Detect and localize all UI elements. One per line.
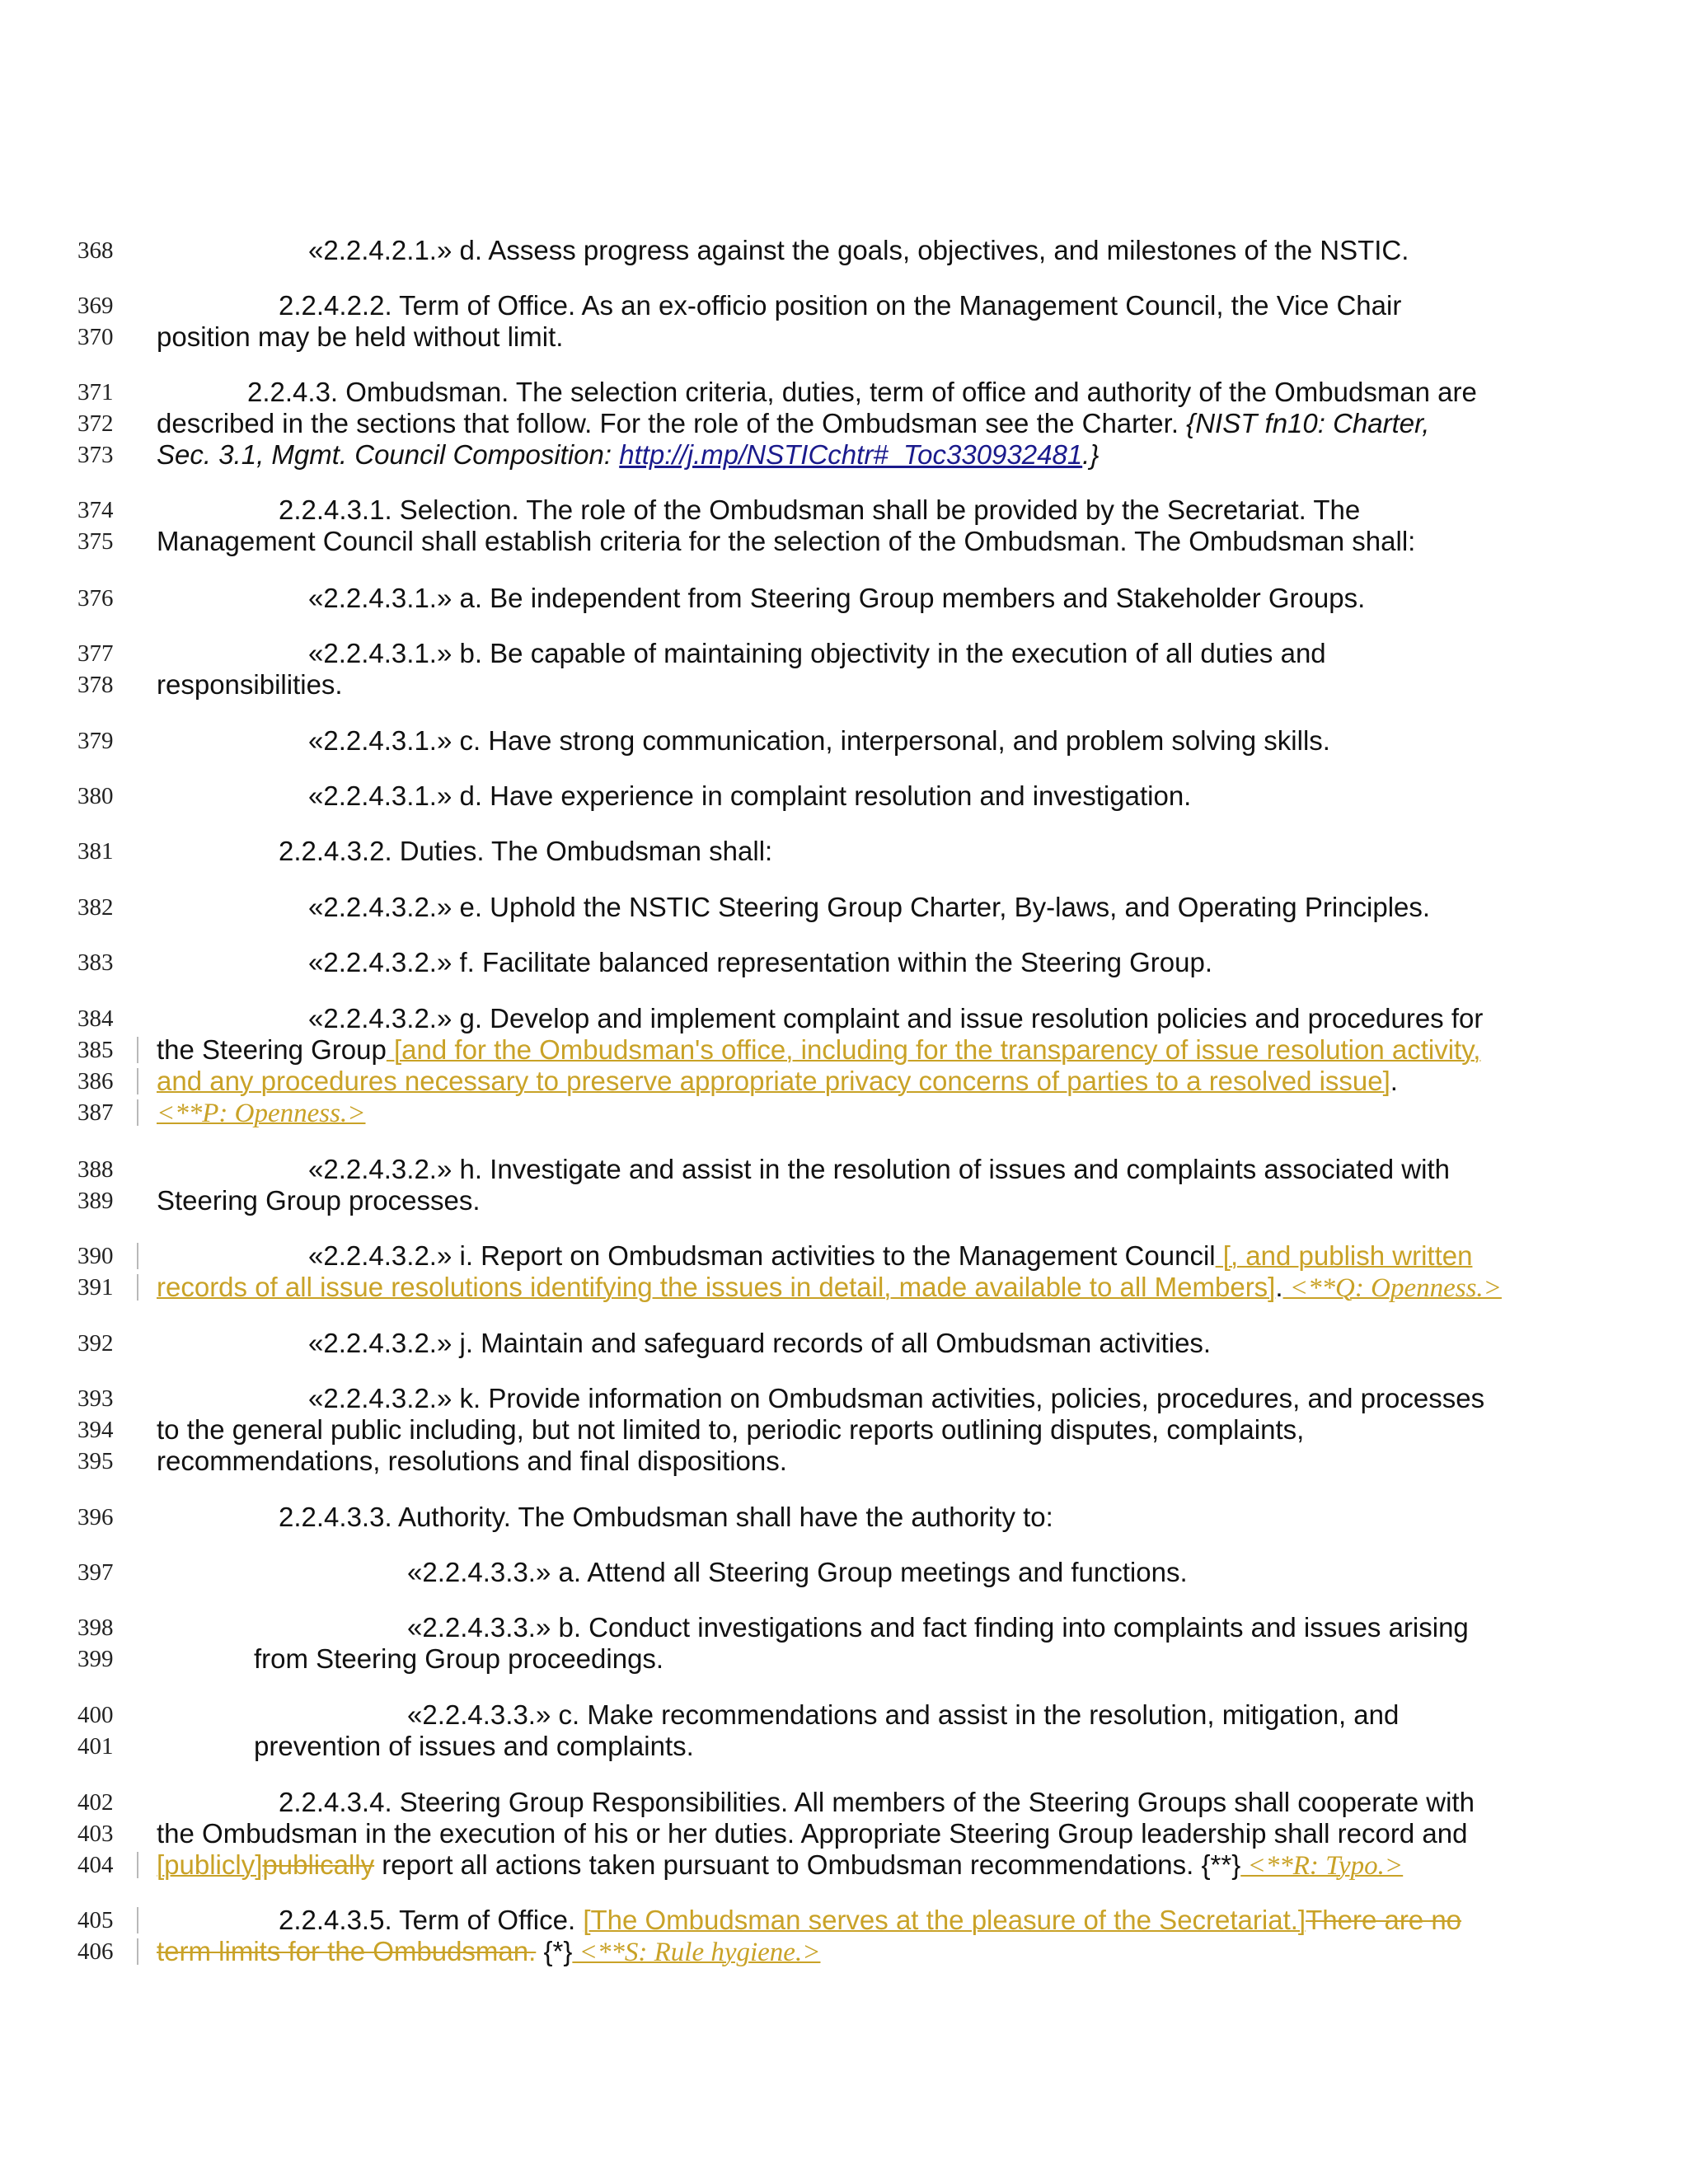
body-text xyxy=(157,1849,1403,1882)
section-heading-text: 2.2.4.3.1. Selection. The role of the Ombudsman shall be provided by the Secretariat. The xyxy=(279,494,1361,525)
line-379 xyxy=(0,724,1688,757)
revision-comment[interactable]: <**Q: Openness.> xyxy=(1282,1273,1502,1303)
line-number: 391 xyxy=(77,1274,114,1301)
line-number: 388 xyxy=(77,1156,114,1183)
line-377 xyxy=(0,637,1688,670)
body-text: to the general public including, but not limited to, periodic reports outlining disputes, complaints, xyxy=(157,1414,1305,1445)
line-406 xyxy=(0,1935,1688,1968)
line-393 xyxy=(0,1382,1688,1415)
section-heading-text: 2.2.4.3. Ombudsman. The selection criteria, duties, term of office and authority of the Ombudsman are xyxy=(247,377,1477,407)
list-item-text: «2.2.4.3.1.» d. Have experience in complaint resolution and investigation. xyxy=(308,780,1192,811)
line-number: 376 xyxy=(77,585,114,612)
body-text: the Ombudsman in the execution of his or her duties. Appropriate Steering Group leadership shall record and xyxy=(157,1818,1468,1849)
line-385 xyxy=(0,1033,1688,1066)
line-number: 379 xyxy=(77,728,114,754)
line-388 xyxy=(0,1153,1688,1186)
line-395 xyxy=(0,1445,1688,1478)
line-373 xyxy=(0,438,1688,471)
tracked-insertion[interactable]: [The Ombudsman serves at the pleasure of the Secretariat.] xyxy=(583,1905,1306,1935)
list-item-text: «2.2.4.3.2.» f. Facilitate balanced representation within the Steering Group. xyxy=(308,947,1213,977)
line-375 xyxy=(0,525,1688,558)
tracked-insertion[interactable]: [, and publish written xyxy=(1215,1240,1473,1271)
line-392 xyxy=(0,1327,1688,1360)
change-bar xyxy=(137,1852,138,1878)
line-number: 369 xyxy=(77,293,114,319)
line-number: 394 xyxy=(77,1417,114,1443)
line-383 xyxy=(0,946,1688,979)
tracked-insertion[interactable]: and any procedures necessary to preserve appropriate privacy concerns of parties to a resolved issue] xyxy=(157,1066,1390,1096)
line-number: 377 xyxy=(77,640,114,667)
footnote-reference-end: .} xyxy=(1082,439,1100,470)
line-number: 372 xyxy=(77,410,114,437)
line-389 xyxy=(0,1184,1688,1217)
line-403 xyxy=(0,1817,1688,1850)
footnote-reference: Sec. 3.1, Mgmt. Council Composition: xyxy=(157,439,620,470)
line-number: 396 xyxy=(77,1504,114,1530)
section-heading-text: 2.2.4.3.4. Steering Group Responsibilities. All members of the Steering Groups shall cooperate with xyxy=(279,1787,1475,1817)
line-371 xyxy=(0,376,1688,409)
line-376 xyxy=(0,582,1688,615)
tracked-deletion[interactable]: publically xyxy=(262,1849,375,1880)
line-number: 374 xyxy=(77,497,114,523)
line-372 xyxy=(0,407,1688,440)
change-bar xyxy=(137,1068,138,1094)
line-number: 406 xyxy=(77,1938,114,1965)
line-number: 405 xyxy=(77,1907,114,1933)
body-text xyxy=(157,1033,1480,1066)
list-item-text: «2.2.4.3.3.» a. Attend all Steering Group meetings and functions. xyxy=(407,1557,1188,1587)
line-number: 370 xyxy=(77,324,114,350)
line-number: 392 xyxy=(77,1330,114,1357)
list-item-text: «2.2.4.3.2.» j. Maintain and safeguard records of all Ombudsman activities. xyxy=(308,1328,1212,1358)
line-387 xyxy=(0,1096,1688,1129)
line-number: 397 xyxy=(77,1559,114,1586)
section-heading-text: 2.2.4.2.2. Term of Office. As an ex-officio position on the Management Council, the Vice Chair xyxy=(279,290,1402,321)
line-number: 381 xyxy=(77,838,114,865)
body-text-run: described in the sections that follow. For the role of the Ombudsman see the Charter. xyxy=(157,408,1187,438)
body-text: recommendations, resolutions and final dispositions. xyxy=(157,1446,787,1476)
body-text: from Steering Group proceedings. xyxy=(254,1643,664,1674)
list-item-text: «2.2.4.2.1.» d. Assess progress against the goals, objectives, and milestones of the NSTIC. xyxy=(308,235,1409,265)
line-402 xyxy=(0,1786,1688,1819)
list-item-text: «2.2.4.3.2.» k. Provide information on Ombudsman activities, policies, procedures, and processes xyxy=(308,1383,1485,1413)
line-number: 378 xyxy=(77,672,114,698)
line-390 xyxy=(0,1240,1688,1272)
revision-comment[interactable]: <**S: Rule hygiene.> xyxy=(572,1938,821,1967)
line-number: 373 xyxy=(77,442,114,468)
line-382 xyxy=(0,891,1688,924)
body-text: position may be held without limit. xyxy=(157,321,564,352)
section-heading-text xyxy=(279,1904,1461,1937)
change-bar xyxy=(137,1907,138,1933)
line-number: 390 xyxy=(77,1243,114,1269)
line-number: 383 xyxy=(77,949,114,976)
footnote-reference: {NIST fn10: Charter, xyxy=(1186,408,1430,438)
body-text-run: report all actions taken pursuant to Ombudsman recommendations. {**} xyxy=(374,1849,1241,1880)
line-394 xyxy=(0,1413,1688,1446)
line-number: 400 xyxy=(77,1702,114,1728)
body-text: Steering Group processes. xyxy=(157,1185,481,1216)
tracked-deletion[interactable]: There are no xyxy=(1306,1905,1462,1935)
line-number: 389 xyxy=(77,1188,114,1214)
line-380 xyxy=(0,780,1688,813)
body-text-run: 2.2.4.3.5. Term of Office. xyxy=(279,1905,584,1935)
tracked-insertion[interactable]: [publicly] xyxy=(157,1849,263,1880)
tracked-insertion[interactable]: [and for the Ombudsman's office, including for the transparency of issue resolution activity, xyxy=(386,1034,1481,1065)
line-384 xyxy=(0,1002,1688,1035)
line-368 xyxy=(0,234,1688,267)
body-text: prevention of issues and complaints. xyxy=(254,1731,694,1761)
change-bar xyxy=(137,1099,138,1126)
line-number: 393 xyxy=(77,1385,114,1412)
line-401 xyxy=(0,1730,1688,1763)
change-bar xyxy=(137,1243,138,1269)
line-number: 401 xyxy=(77,1733,114,1760)
section-heading-text: 2.2.4.3.2. Duties. The Ombudsman shall: xyxy=(279,836,773,866)
line-number: 380 xyxy=(77,783,114,809)
body-text xyxy=(157,407,1429,440)
line-374 xyxy=(0,494,1688,527)
tracked-insertion[interactable]: records of all issue resolutions identifying the issues in detail, made available to all Members] xyxy=(157,1272,1276,1302)
body-text xyxy=(157,1096,366,1130)
list-item-text: «2.2.4.3.3.» b. Conduct investigations and fact finding into complaints and issues arising xyxy=(407,1612,1469,1643)
list-item-text: «2.2.4.3.2.» h. Investigate and assist in the resolution of issues and complaints associated with xyxy=(308,1154,1450,1184)
line-number: 386 xyxy=(77,1068,114,1094)
body-text xyxy=(157,1935,820,1969)
line-398 xyxy=(0,1611,1688,1644)
line-number: 402 xyxy=(77,1789,114,1816)
list-item-text: «2.2.4.3.1.» c. Have strong communication, interpersonal, and problem solving skills. xyxy=(308,725,1330,756)
line-391 xyxy=(0,1271,1688,1304)
line-number: 403 xyxy=(77,1821,114,1847)
line-370 xyxy=(0,321,1688,354)
list-item-text xyxy=(308,1240,1472,1272)
line-number: 382 xyxy=(77,894,114,921)
section-heading-text: 2.2.4.3.3. Authority. The Ombudsman shall have the authority to: xyxy=(279,1502,1053,1532)
line-399 xyxy=(0,1643,1688,1675)
change-bar xyxy=(137,1274,138,1301)
line-number: 385 xyxy=(77,1037,114,1063)
body-text-run: . xyxy=(1275,1272,1283,1302)
line-number: 387 xyxy=(77,1099,114,1126)
line-number: 371 xyxy=(77,379,114,405)
line-number: 399 xyxy=(77,1646,114,1672)
body-text-run: {*} xyxy=(536,1936,573,1966)
list-item-text: «2.2.4.3.3.» c. Make recommendations and assist in the resolution, mitigation, and xyxy=(407,1699,1400,1730)
charter-link[interactable]: http://j.mp/NSTICchtr#_Toc330932481 xyxy=(619,439,1083,470)
line-378 xyxy=(0,668,1688,701)
line-369 xyxy=(0,289,1688,322)
body-text: Management Council shall establish criteria for the selection of the Ombudsman. The Ombudsman shall: xyxy=(157,526,1416,556)
line-381 xyxy=(0,835,1688,868)
body-text xyxy=(157,438,1099,471)
body-text-run: «2.2.4.3.2.» i. Report on Ombudsman activities to the Management Council xyxy=(308,1240,1216,1271)
body-text: responsibilities. xyxy=(157,669,343,700)
body-text xyxy=(157,1065,1398,1098)
list-item-text: «2.2.4.3.2.» e. Uphold the NSTIC Steering Group Charter, By-laws, and Operating Principles. xyxy=(308,892,1431,922)
line-405 xyxy=(0,1904,1688,1937)
line-404 xyxy=(0,1849,1688,1882)
body-text-run: . xyxy=(1390,1066,1398,1096)
revision-comment[interactable]: <**R: Typo.> xyxy=(1240,1851,1404,1881)
list-item-text: «2.2.4.3.1.» b. Be capable of maintaining objectivity in the execution of all duties and xyxy=(308,638,1326,668)
line-400 xyxy=(0,1699,1688,1732)
line-number: 368 xyxy=(77,237,114,264)
list-item-text: «2.2.4.3.1.» a. Be independent from Steering Group members and Stakeholder Groups. xyxy=(308,583,1366,613)
line-386 xyxy=(0,1065,1688,1098)
line-396 xyxy=(0,1501,1688,1534)
line-number: 375 xyxy=(77,528,114,555)
body-text xyxy=(157,1271,1502,1305)
revision-comment[interactable]: <**P: Openness.> xyxy=(157,1099,366,1128)
body-text-run: the Steering Group xyxy=(157,1034,387,1065)
change-bar xyxy=(137,1938,138,1965)
tracked-deletion[interactable]: term limits for the Ombudsman. xyxy=(157,1936,537,1966)
change-bar xyxy=(137,1037,138,1063)
line-number: 404 xyxy=(77,1852,114,1878)
line-number: 384 xyxy=(77,1005,114,1032)
line-number: 395 xyxy=(77,1448,114,1474)
line-number: 398 xyxy=(77,1615,114,1641)
list-item-text: «2.2.4.3.2.» g. Develop and implement complaint and issue resolution policies and procedures for xyxy=(308,1003,1484,1033)
line-397 xyxy=(0,1556,1688,1589)
